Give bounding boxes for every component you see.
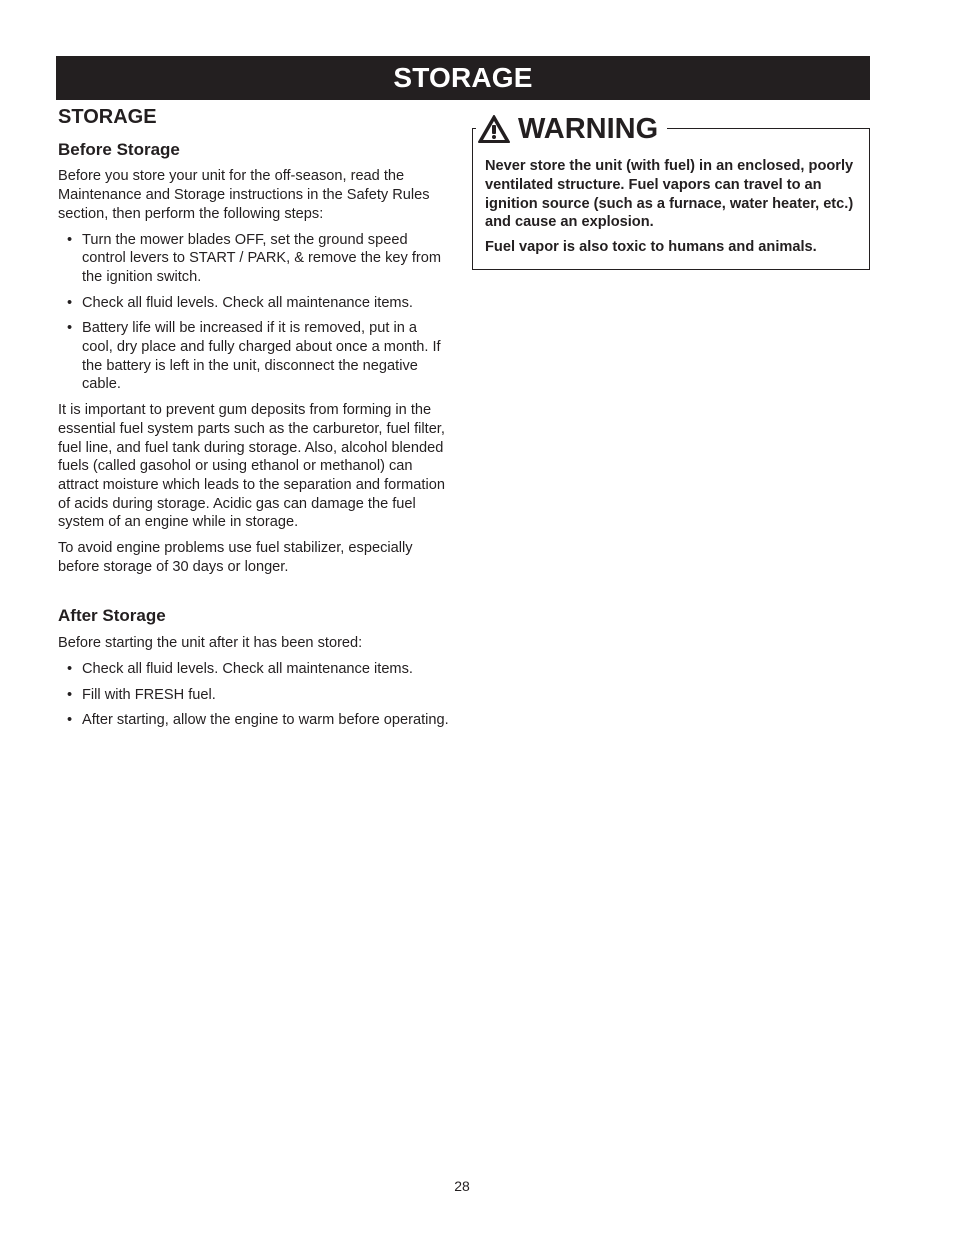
list-item: • After starting, allow the engine to warm before operating. [58, 711, 450, 730]
list-item: • Check all fluid levels. Check all maintenance items. [58, 294, 450, 313]
after-storage-list [58, 660, 450, 730]
list-item: • Battery life will be increased if it is removed, put in a cool, dry place and fully charged about once a month. If the battery is left in the unit, disconnect the negative cable. [58, 319, 450, 394]
warning-text-toxic: Fuel vapor is also toxic to humans and animals. [485, 239, 817, 256]
list-item: • Check all fluid levels. Check all maintenance items. [58, 660, 450, 679]
fuel-stabilizer-paragraph: To avoid engine problems use fuel stabilizer, especially before storage of 30 days or longer. [58, 540, 413, 575]
before-storage-intro: Before you store your unit for the off-season, read the Maintenance and Storage instructions in the Safety Rules section, then perform the following steps: [58, 168, 430, 222]
after-storage-heading: After Storage [58, 606, 166, 626]
list-item: • Turn the mower blades OFF, set the ground speed control levers to START / PARK, & remove the key from the ignition switch. [58, 231, 450, 287]
warning-label: WARNING [518, 113, 659, 145]
page-number: 28 [454, 1178, 470, 1194]
warning-heading [476, 112, 667, 146]
list-item: • Fill with FRESH fuel. [58, 686, 450, 705]
page-header-bar [56, 56, 870, 100]
gum-deposits-paragraph: It is important to prevent gum deposits from forming in the essential fuel system parts such as the carburetor, fuel filter, fuel line, and fuel tank during storage. Also, alcohol blended fuels (called gasohol or using ethanol or methanol) can attract moisture which leads to the separation and formation of acids during storage. Acidic gas can damage the fuel system of an engine while in storage. [58, 402, 445, 531]
page-header-title: STORAGE [393, 62, 533, 93]
after-storage-intro: Before starting the unit after it has been stored: [58, 635, 363, 652]
storage-column [58, 108, 450, 737]
warning-box [472, 113, 870, 270]
before-storage-heading: Before Storage [58, 139, 180, 159]
warning-text-vapors: Never store the unit (with fuel) in an enclosed, poorly ventilated structure. Fuel vapors can travel to an ignition source (such as a furnace, water heater, etc.) and cause an explosion. [485, 158, 854, 231]
before-storage-list [58, 231, 450, 395]
warning-text [485, 157, 855, 263]
section-title: STORAGE [58, 106, 157, 128]
warning-triangle-icon [478, 115, 510, 143]
